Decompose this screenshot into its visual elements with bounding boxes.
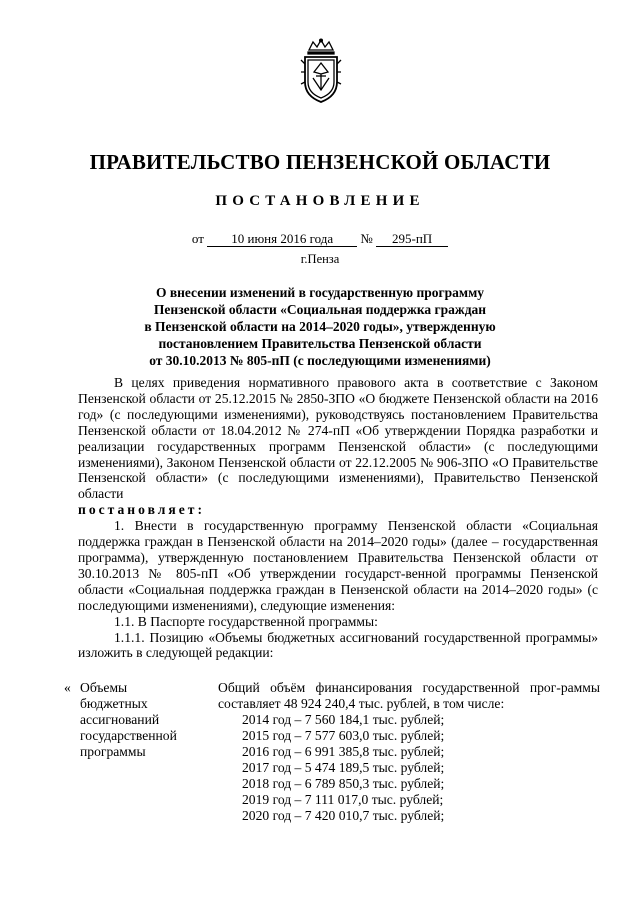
item-1-paragraph: 1. Внести в государственную программу Пензенской области «Социальная поддержка граждан в Пензенской области на 2014–2020 годы» (далее – государственная программа), утвержденную постановлением Правительства Пензенской области от 30.10.2013 № 805-пП «Об утверждении государст-венной программы Пензенской области «Социальная поддержка граждан в Пензенской области на 2014–2020 годы» (с последующими изменениями), следующие изменения: — [78, 518, 598, 613]
number-sign: № — [360, 231, 373, 246]
decree-word: постановляет: — [78, 502, 205, 518]
funding-year-row: 2014 год – 7 560 184,1 тыс. рублей; — [242, 712, 445, 727]
subject-line: от 30.10.2013 № 805-пП (с последующими изменениями) — [149, 353, 491, 368]
funding-year-row: 2020 год – 7 420 010,7 тыс. рублей; — [242, 808, 445, 823]
funding-year-row: 2015 год – 7 577 603,0 тыс. рублей; — [242, 728, 445, 743]
funding-year-row: 2018 год – 6 789 850,3 тыс. рублей; — [242, 776, 445, 791]
label-line: Объемы — [80, 680, 128, 695]
preamble-paragraph: В целях приведения нормативного правового акта в соответствие с Законом Пензенской области от 25.12.2015 № 2850-ЗПО «О бюджете Пензенской области на 2016 год» (с последующими изменениями), руководствуясь постановлением Правительства Пензенской области от 18.04.2012 № 274-пП «Об утверждении Порядка разработки и реализации государственных программ Пензенской области» (с последующими изменениями), Законом Пензенской области от 22.12.2005 № 906-ЗПО «О Правительстве Пензенской области» (с последующими изменениями), Правительство Пензенской области — [78, 375, 598, 502]
organization-title: ПРАВИТЕЛЬСТВО ПЕНЗЕНСКОЙ ОБЛАСТИ — [89, 150, 551, 174]
document-subject — [90, 284, 550, 369]
date-prefix: от — [191, 231, 204, 246]
label-line: бюджетных — [80, 696, 148, 711]
funding-intro: Общий объём финансирования государственной прог-раммы составляет 48 924 240,4 тыс. рублей, в том числе: — [218, 680, 600, 711]
subject-line: Пензенской области «Социальная поддержка граждан — [153, 302, 487, 317]
funding-year-row: 2017 год – 5 474 189,5 тыс. рублей; — [242, 760, 445, 775]
subject-line: постановлением Правительства Пензенской области — [158, 336, 482, 351]
label-line: ассигнований — [80, 712, 160, 727]
date-number-line — [0, 231, 640, 247]
city: г.Пенза — [300, 252, 340, 266]
open-quote: « — [64, 680, 71, 695]
document-number: 295-пП — [376, 232, 448, 247]
item-1-1-paragraph: 1.1. В Паспорте государственной программы: — [114, 613, 378, 629]
document-body — [78, 375, 598, 661]
document-date: 10 июня 2016 года — [207, 232, 357, 247]
subject-line: О внесении изменений в государственную программу — [155, 285, 485, 300]
funding-year-row: 2019 год – 7 111 017,0 тыс. рублей; — [242, 792, 444, 807]
label-line: программы — [80, 744, 146, 759]
label-line: государственной — [80, 728, 177, 743]
item-1-1-1-paragraph: 1.1.1. Позицию «Объемы бюджетных ассигнований государственной программы» изложить в следующей редакции: — [78, 629, 598, 661]
coat-of-arms-icon — [298, 38, 344, 106]
subject-line: в Пензенской области на 2014–2020 годы», утвержденную — [144, 319, 496, 334]
funding-value-cell — [218, 680, 600, 824]
funding-label — [80, 680, 210, 760]
document-type: ПОСТАНОВЛЕНИЕ — [215, 193, 425, 209]
funding-year-row: 2016 год – 6 991 385,8 тыс. рублей; — [242, 744, 445, 759]
